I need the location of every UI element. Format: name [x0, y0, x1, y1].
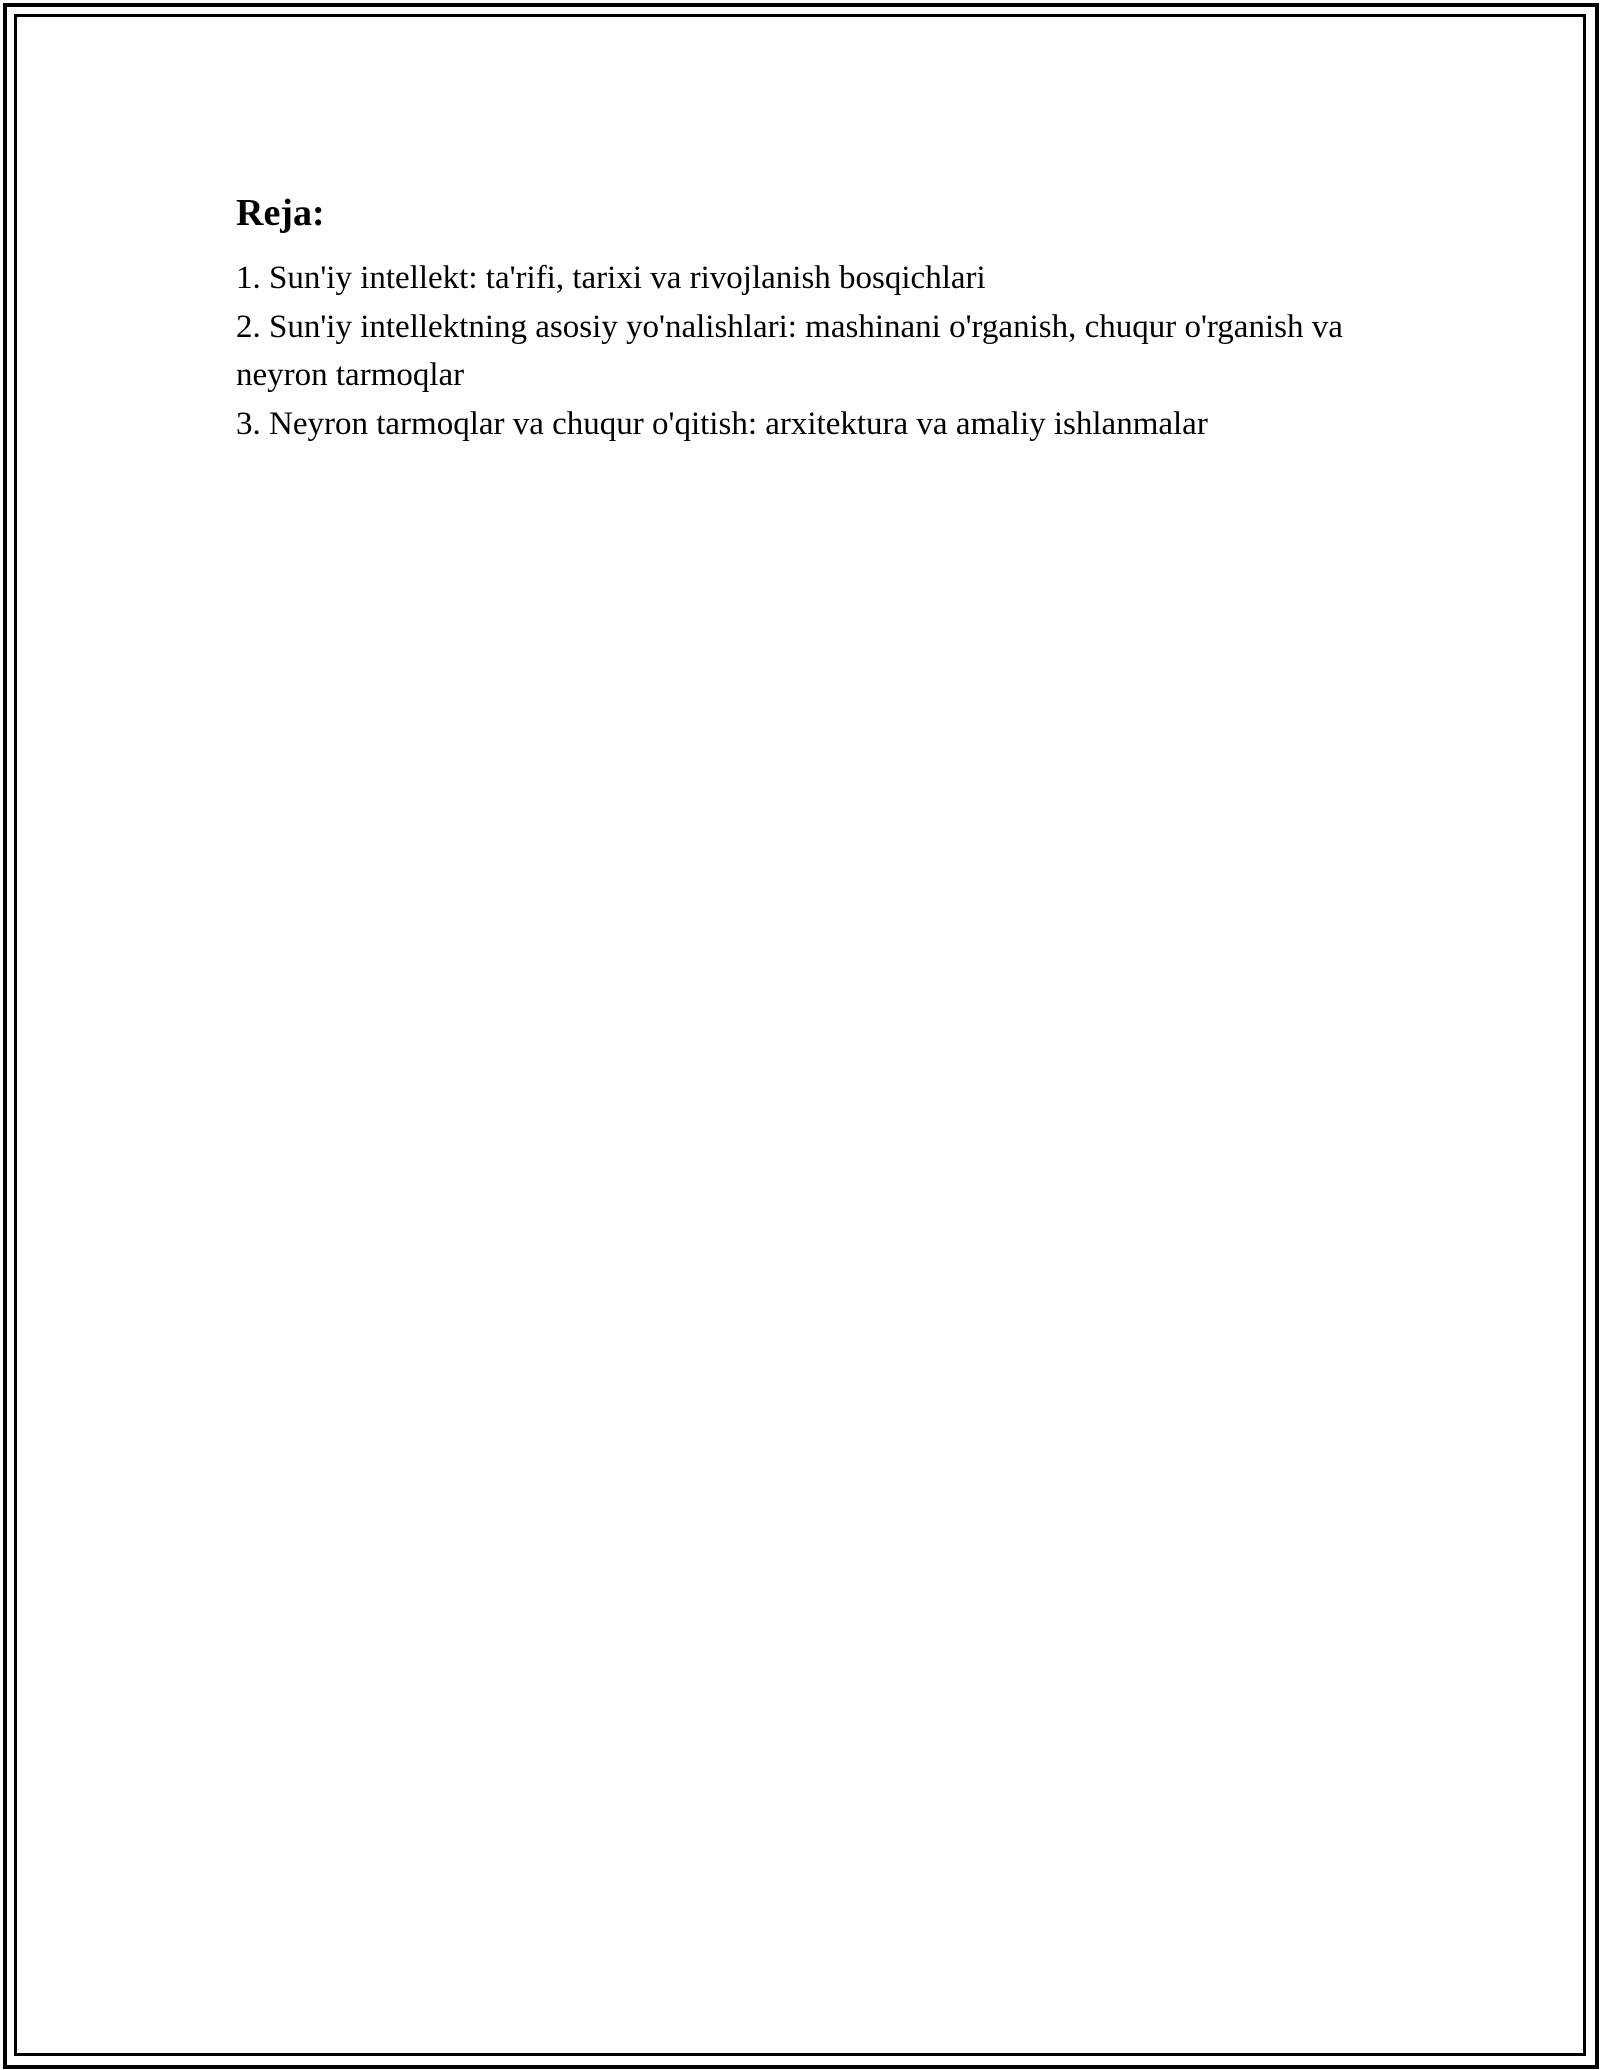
page-content	[236, 180, 1366, 448]
plan-list	[236, 254, 1366, 448]
plan-item-2: 2. Sun'iy intellektning asosiy yo'nalishlari: mashinani o'rganish, chuqur o'rganish va neyron tarmoqlar	[236, 308, 1343, 393]
plan-item-3: 3. Neyron tarmoqlar va chuqur o'qitish: arxitektura va amaliy ishlanmalar	[236, 405, 1208, 442]
plan-item-1: 1. Sun'iy intellekt: ta'rifi, tarixi va rivojlanish bosqichlari	[236, 260, 986, 296]
plan-heading: Reja:	[236, 192, 325, 234]
